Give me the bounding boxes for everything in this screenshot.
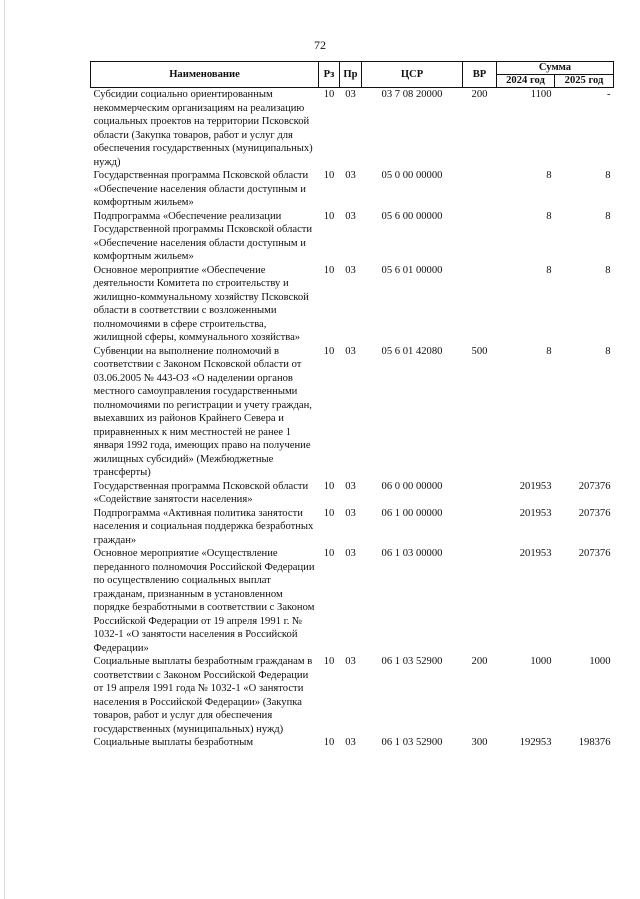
header-year-2025: 2025 год (555, 75, 614, 88)
scan-edge (4, 0, 5, 899)
row-vr (463, 507, 497, 548)
row-sum-2024: 1100 (530, 89, 552, 100)
row-sum-2025: 207376 (578, 480, 611, 492)
row-name: Основное мероприятие «Обеспечение деятельности Комитета по строительству и жилищно-коммунальному хозяйству Псковской области в соответствии с возложенными полномочиями в сфере строительства, жилищной сферы, коммунального хозяйства» (93, 264, 309, 343)
row-pr: 03 (345, 507, 356, 519)
row-rz: 10 (323, 480, 335, 492)
row-sum-2024: 8 (546, 170, 552, 181)
table-header (91, 62, 614, 88)
row-vr: 500 (471, 345, 488, 357)
table-row (91, 264, 614, 345)
table-row (91, 736, 614, 750)
row-rz: 10 (323, 264, 335, 276)
row-pr: 03 (345, 264, 356, 276)
row-csr: 06 1 03 52900 (381, 737, 443, 748)
row-sum-2025: 1000 (589, 656, 611, 667)
row-rz: 10 (323, 345, 335, 357)
row-rz: 10 (323, 737, 335, 748)
row-vr: 300 (471, 737, 488, 748)
row-name: Субвенции на выполнение полномочий в соответствии с Законом Псковской области от 03.06.2005 № 443-ОЗ «О наделении органов местного самоуправления государственными полномочиями по регистрации и учету граждан, выехавших из районов Крайнего Севера и приравненных к ним местностей не ранее 1 января 1992 года, имеющих право на получение жилищных субсидий» (Межбюджетные трансферты) (93, 345, 312, 478)
row-vr: 200 (471, 89, 488, 100)
row-csr: 06 1 00 00000 (381, 507, 443, 519)
row-vr: 200 (471, 656, 488, 667)
row-csr: 03 7 08 20000 (381, 89, 443, 100)
row-sum-2024: 192953 (519, 737, 552, 748)
row-sum-2024: 201953 (519, 548, 552, 559)
table-row (91, 655, 614, 736)
row-sum-2025: 8 (605, 345, 611, 357)
row-pr: 03 (345, 210, 356, 222)
header-rz: Рз (319, 62, 340, 88)
row-rz: 10 (323, 656, 335, 667)
row-vr (463, 210, 497, 264)
row-sum-2024: 8 (546, 210, 552, 222)
header-pr: Пр (340, 62, 362, 88)
table-row (91, 169, 614, 210)
header-sum: Сумма (497, 62, 614, 75)
row-sum-2025: 8 (605, 264, 611, 276)
row-name: Государственная программа Псковской области «Обеспечение населения области доступным и комфортным жильем» (93, 170, 309, 208)
table-row (91, 480, 614, 507)
row-sum-2024: 201953 (519, 507, 552, 519)
row-csr: 06 1 03 52900 (381, 656, 443, 667)
row-rz: 10 (323, 170, 335, 181)
table-row (91, 345, 614, 480)
table-row (91, 547, 614, 655)
row-sum-2025: 8 (605, 170, 611, 181)
row-csr: 05 6 01 00000 (381, 264, 443, 276)
header-name: Наименование (91, 62, 319, 88)
row-pr: 03 (345, 345, 356, 357)
table-body (91, 88, 614, 750)
table-row (91, 507, 614, 548)
row-pr: 03 (345, 737, 356, 748)
row-pr: 03 (345, 170, 356, 181)
row-sum-2025: 198376 (578, 737, 611, 748)
table-row (91, 210, 614, 264)
row-rz: 10 (323, 548, 335, 559)
row-pr: 03 (345, 480, 356, 492)
row-sum-2024: 8 (546, 264, 552, 276)
row-sum-2024: 8 (546, 345, 552, 357)
row-csr: 06 0 00 00000 (381, 480, 443, 492)
row-name: Подпрограмма «Активная политика занятости населения и социальная поддержка безработных граждан» (93, 507, 314, 546)
row-rz: 10 (323, 89, 335, 100)
table-row (91, 88, 614, 170)
row-vr (463, 264, 497, 345)
row-sum-2025: 8 (605, 210, 611, 222)
row-vr (463, 480, 497, 507)
row-name: Субсидии социально ориентированным некоммерческим организациям на реализацию социальных проектов на территории Псковской области (Закупка товаров, работ и услуг для обеспечения государственных (муниципальных) нужд) (93, 89, 313, 168)
row-name: Подпрограмма «Обеспечение реализации Государственной программы Псковской области «Обеспечение населения области доступным и комфортным жильем» (93, 210, 313, 262)
row-csr: 05 0 00 00000 (381, 170, 443, 181)
header-vr: ВР (463, 62, 497, 88)
row-sum-2024: 1000 (530, 656, 552, 667)
header-csr: ЦСР (362, 62, 463, 88)
row-sum-2025: 207376 (578, 548, 611, 559)
row-pr: 03 (345, 656, 356, 667)
row-name: Основное мероприятие «Осуществление переданного полномочия Российской Федерации по осуществлению социальных выплат гражданам, признанным в установленном порядке безработными в соответствии с Законом Российской Федерации от 19 апреля 1991 г. № 1032-1 «О занятости населения в Российской Федерации» (93, 548, 315, 654)
page-number: 72 (314, 38, 326, 52)
row-rz: 10 (323, 210, 335, 222)
row-vr (463, 547, 497, 655)
row-sum-2025: - (606, 89, 611, 100)
header-year-2024: 2024 год (497, 75, 555, 88)
row-pr: 03 (345, 89, 356, 100)
row-name: Социальные выплаты безработным гражданам в соответствии с Законом Российской Федерации от 19 апреля 1991 года № 1032-1 «О занятости населения в Российской Федерации» (Закупка товаров, работ и услуг для обеспечения государственных (муниципальных) нужд) (93, 656, 313, 735)
row-csr: 05 6 00 00000 (381, 210, 443, 222)
row-name: Социальные выплаты безработным (93, 737, 254, 748)
row-sum-2025: 207376 (578, 507, 611, 519)
budget-table (90, 61, 614, 750)
row-csr: 05 6 01 42080 (381, 345, 443, 357)
row-pr: 03 (345, 548, 356, 559)
row-rz: 10 (323, 507, 335, 519)
row-name: Государственная программа Псковской области «Содействие занятости населения» (93, 480, 309, 505)
row-vr (463, 169, 497, 210)
row-csr: 06 1 03 00000 (381, 548, 443, 559)
row-sum-2024: 201953 (519, 480, 552, 492)
